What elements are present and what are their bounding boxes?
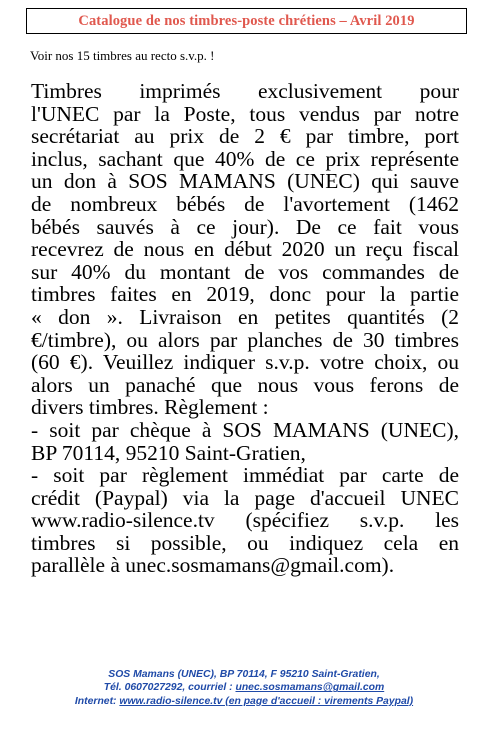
body-line: (60 €). Veuillez indiquer s.v.p. votre choix, ou [31, 350, 459, 375]
main-paragraph [31, 80, 459, 577]
body-line: secrétariat au prix de 2 € par timbre, port [31, 124, 459, 149]
body-line: - soit par règlement immédiat par carte de [31, 463, 459, 488]
body-line: de nombreux bébés de l'avortement (1462 [31, 191, 459, 216]
body-line: alors un panaché que nous vous ferons de [31, 372, 459, 397]
footer-email-link[interactable]: unec.sosmamans@gmail.com [235, 682, 385, 694]
body-line: timbres si possible, ou indiquez cela en [31, 530, 459, 555]
body-line: sur 40% du montant de vos commandes de [31, 259, 459, 284]
body-line: divers timbres. Règlement : [31, 395, 269, 420]
body-line: €/timbre), ou alors par planches de 30 timbres [31, 327, 459, 352]
body-line: - soit par chèque à SOS MAMANS (UNEC), [31, 417, 459, 442]
footer-internet-line [0, 695, 488, 708]
email-line[interactable]: parallèle à unec.sosmamans@gmail.com). [31, 553, 395, 578]
body-line: « don ». Livraison en petites quantités (2 [31, 304, 459, 329]
website-line[interactable]: www.radio-silence.tv (spécifiez s.v.p. les [31, 508, 459, 533]
body-line: un don à SOS MAMANS (UNEC) qui sauve [31, 169, 459, 194]
body-line: recevrez de nous en début 2020 un reçu fiscal [31, 237, 459, 262]
footer-phone-label: Tél. 0607027292, courriel : [103, 682, 236, 694]
body-line: bébés sauvés à ce jour). De ce fait vous [31, 214, 459, 239]
footer-internet-label: Internet: [74, 695, 120, 707]
body-line: Timbres imprimés exclusivement pour [31, 79, 459, 103]
intro-note: Voir nos 15 timbres au recto s.v.p. ! [30, 48, 215, 63]
body-line: crédit (Paypal) via la page d'accueil UNEC [31, 485, 459, 510]
header-banner [26, 8, 467, 34]
body-line: timbres faites en 2019, donc pour la partie [31, 282, 459, 307]
footer-contact [0, 668, 488, 708]
footer-website-link[interactable]: www.radio-silence.tv (en page d'accueil : virements Paypal) [119, 695, 414, 707]
catalogue-title: Catalogue de nos timbres-poste chrétiens – Avril 2019 [78, 12, 415, 29]
body-line: l'UNEC par la Poste, tous vendus par notre [31, 101, 459, 126]
footer-address: SOS Mamans (UNEC), BP 70114, F 95210 Saint-Gratien, [108, 669, 380, 680]
body-line: BP 70114, 95210 Saint-Gratien, [31, 440, 306, 465]
body-line: inclus, sachant que 40% de ce prix représente [31, 146, 459, 171]
footer-phone-line [0, 681, 488, 694]
